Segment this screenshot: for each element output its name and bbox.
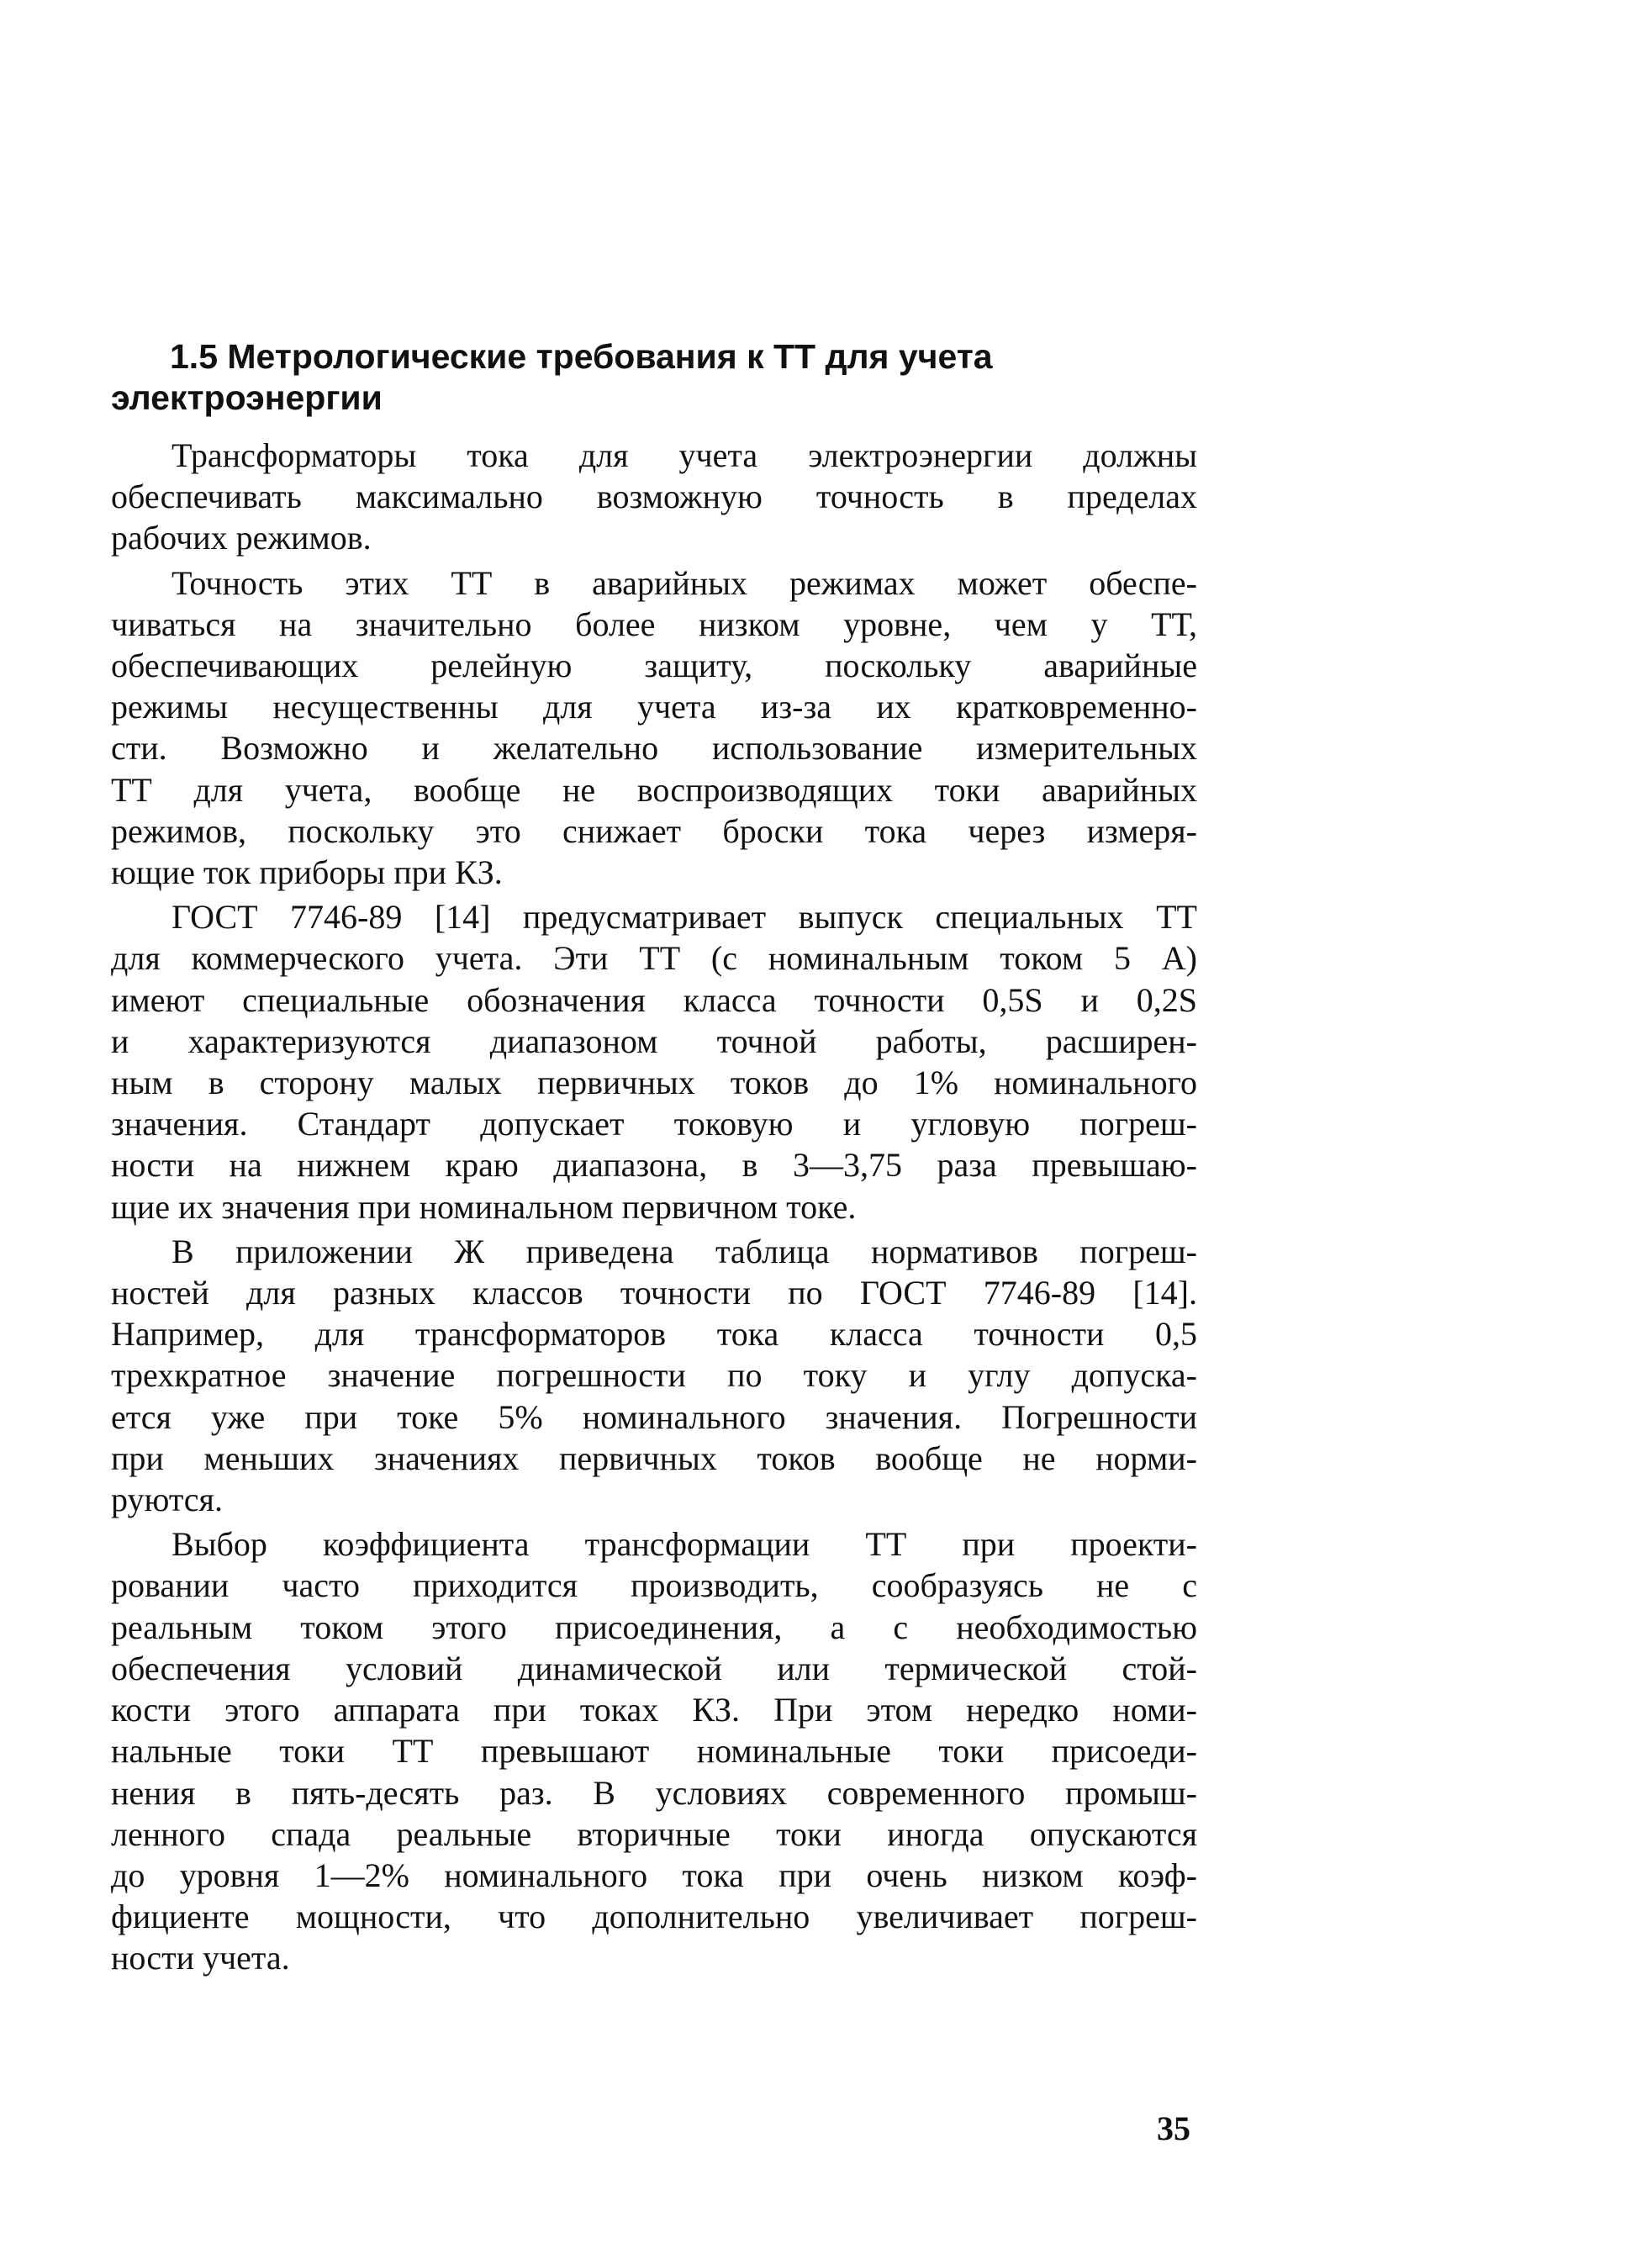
text-line: ется уже при токе 5% номинального значения. Погрешности	[111, 1397, 1197, 1436]
text-line: кости этого аппарата при токах КЗ. При этом нередко номи-	[111, 1691, 1197, 1729]
text-line: трехкратное значение погрешности по току и углу допуска-	[111, 1356, 1197, 1395]
text-line: реальным током этого присоединения, а с необходимостью	[111, 1608, 1197, 1646]
text-line: имеют специальные обозначения класса точности 0,5S и 0,2S	[111, 980, 1197, 1019]
text-line: ТТ для учета, вообще не воспроизводящих токи аварийных	[111, 770, 1197, 809]
paragraph	[111, 1523, 1197, 1978]
section-heading-line-2: электроэнергии	[111, 378, 383, 417]
text-line: ГОСТ 7746-89 [14] предусматривает выпуск специальных ТТ	[172, 898, 1197, 937]
text-line: и характеризуются диапазоном точной работы, расширен-	[111, 1022, 1197, 1060]
text-line: ности учета.	[111, 1939, 290, 1977]
text-line: щие их значения при номинальном первичном токе.	[111, 1187, 857, 1226]
text-line: Выбор коэффициента трансформации ТТ при проекти-	[172, 1525, 1197, 1564]
text-line: сти. Возможно и желательно использование измерительных	[111, 729, 1197, 768]
text-line: Например, для трансформаторов тока класса точности 0,5	[111, 1315, 1197, 1354]
paragraph	[111, 896, 1197, 1227]
text-line: режимов, поскольку это снижает броски тока через измеря-	[111, 811, 1197, 850]
page-content	[111, 336, 1197, 1982]
paragraph	[111, 435, 1197, 559]
body-text	[111, 435, 1197, 1979]
text-line: при меньших значениях первичных токов вообще не норми-	[111, 1439, 1197, 1477]
text-line: чиваться на значительно более низком уровне, чем у ТТ,	[111, 604, 1197, 643]
text-line: ностей для разных классов точности по ГОСТ 7746-89 [14].	[111, 1274, 1197, 1312]
text-line: обеспечивающих релейную защиту, поскольку аварийные	[111, 647, 1197, 685]
section-heading-line-1: 1.5 Метрологические требования к ТТ для учета	[170, 337, 993, 376]
text-line: обеспечения условий динамической или термической стой-	[111, 1649, 1197, 1687]
text-line: нальные токи ТТ превышают номинальные токи присоеди-	[111, 1732, 1197, 1771]
section-heading	[111, 336, 1197, 419]
text-line: руются.	[111, 1481, 223, 1519]
text-line: ленного спада реальные вторичные токи иногда опускаются	[111, 1814, 1197, 1853]
text-line: ным в сторону малых первичных токов до 1% номинального	[111, 1064, 1197, 1102]
text-line: значения. Стандарт допускает токовую и угловую погреш-	[111, 1105, 1197, 1143]
text-line: до уровня 1—2% номинального тока при очень низком коэф-	[111, 1856, 1197, 1894]
paragraph	[111, 1231, 1197, 1520]
text-line: фициенте мощности, что дополнительно увеличивает погреш-	[111, 1898, 1197, 1936]
text-line: нения в пять-десять раз. В условиях современного промыш-	[111, 1773, 1197, 1812]
text-line: Точность этих ТТ в аварийных режимах может обеспе-	[172, 563, 1197, 602]
page-number: 35	[1157, 2109, 1190, 2147]
text-line: режимы несущественны для учета из-за их кратковременно-	[111, 688, 1197, 726]
text-line: рабочих режимов.	[111, 519, 372, 557]
text-line: Трансформаторы тока для учета электроэнергии должны	[172, 436, 1197, 474]
text-line: для коммерческого учета. Эти ТТ (с номинальным током 5 А)	[111, 939, 1197, 978]
text-line: ющие ток приборы при КЗ.	[111, 853, 503, 892]
text-line: ности на нижнем краю диапазона, в 3—3,75 раза превышаю-	[111, 1146, 1197, 1185]
text-line: ровании часто приходится производить, сообразуясь не с	[111, 1566, 1197, 1605]
text-line: обеспечивать максимально возможную точность в пределах	[111, 478, 1197, 516]
text-line: В приложении Ж приведена таблица нормативов погреш-	[172, 1232, 1197, 1270]
paragraph	[111, 562, 1197, 894]
